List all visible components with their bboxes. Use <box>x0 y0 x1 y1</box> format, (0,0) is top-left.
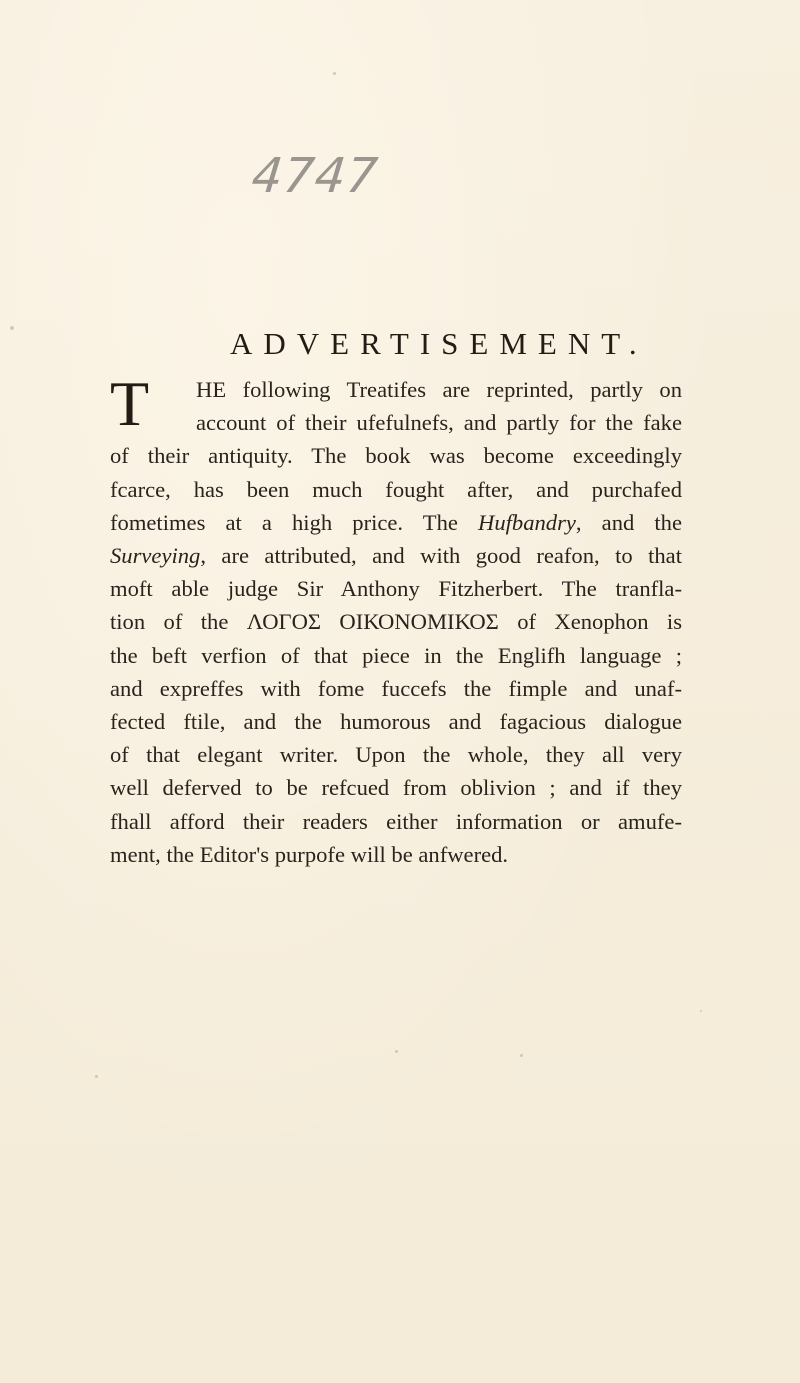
text-line-content: HE following Treatifes are reprinted, partly on <box>196 377 682 402</box>
text-line <box>110 805 682 838</box>
text-line <box>110 406 682 439</box>
text-line-content: account of their ufefulnefs, and partly for the fake <box>196 410 682 436</box>
text-line <box>110 771 682 804</box>
text-line <box>110 738 682 771</box>
paper-speck <box>700 1010 702 1012</box>
paper-speck <box>10 326 14 330</box>
text-line-content: fhall afford their readers either information or amufe- <box>110 808 682 834</box>
text-line <box>110 439 682 472</box>
text-line-content: fcarce, has been much fought after, and purchafed <box>110 476 682 502</box>
drop-cap: T <box>110 368 150 439</box>
paper-speck <box>333 72 336 75</box>
text-line <box>110 705 682 738</box>
text-line <box>110 373 682 406</box>
text-line <box>110 539 682 572</box>
text-line-content: , and the <box>575 509 682 535</box>
paper-speck <box>95 1075 98 1078</box>
paper-speck <box>395 1050 398 1053</box>
text-line <box>110 672 682 705</box>
text-line-content: fometimes at a high price. The <box>110 509 479 535</box>
text-line-content: , are attributed, and with good reafon, to that <box>200 543 682 569</box>
paper-speck <box>520 1054 523 1057</box>
text-line <box>110 605 682 638</box>
text-line-content: fected ftile, and the humorous and fagacious dialogue <box>110 709 682 735</box>
text-line-content: of their antiquity. The book was become exceedingly <box>110 443 682 469</box>
italic-title-surveying: Surveying <box>110 543 201 569</box>
handwritten-shelfmark: 4747 <box>249 148 382 204</box>
text-line-content: tion of the ΛΟΓΟΣ ΟΙΚΟΝΟΜΙΚΟΣ of Xenophon is <box>110 609 682 635</box>
text-line-content: ment, the Editor's purpofe will be anfwered. <box>110 841 509 867</box>
text-line-content: the beft verfion of that piece in the Englifh language ; <box>110 642 682 668</box>
page-heading: ADVERTISEMENT. <box>230 326 648 361</box>
italic-title-husbandry: Hufbandry <box>478 509 576 535</box>
text-line-content: and expreffes with fome fuccefs the fimple and unaf- <box>110 675 682 701</box>
text-line-content: of that elegant writer. Upon the whole, they all very <box>110 742 682 768</box>
text-line <box>110 639 682 672</box>
text-line <box>110 572 682 605</box>
text-line <box>110 506 682 539</box>
text-line <box>110 473 682 506</box>
text-line <box>110 838 682 871</box>
text-line-content: moft able judge Sir Anthony Fitzherbert. The tranfla- <box>110 576 682 602</box>
advertisement-paragraph <box>110 368 682 871</box>
text-line-content: well deferved to be refcued from oblivion ; and if they <box>110 775 682 801</box>
